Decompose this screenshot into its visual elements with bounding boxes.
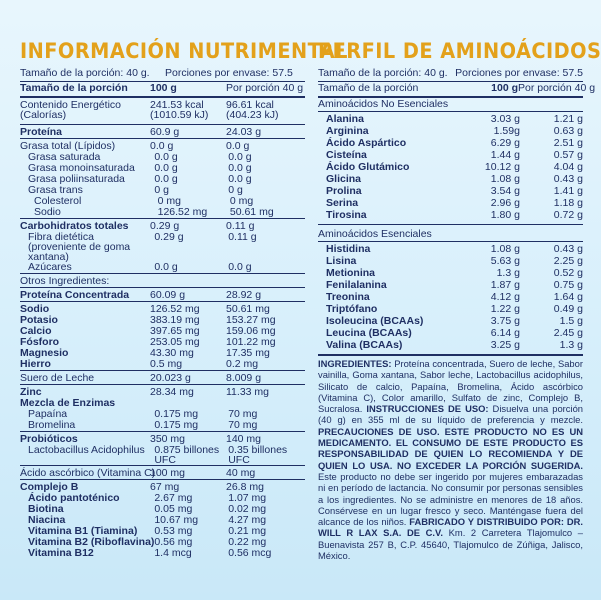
value-portion: 8.009 g	[226, 372, 262, 384]
amino-row	[318, 210, 583, 222]
amino-title: PERFIL DE AMINOÁCIDOS	[318, 39, 601, 63]
non-essential-list	[318, 112, 583, 225]
nutrition-row	[20, 290, 305, 302]
nutrient-label: Biotina	[28, 503, 64, 515]
value-100g: 28.34 mg	[150, 386, 194, 398]
value-portion: 153.27 mg	[226, 314, 276, 326]
amino-value-portion: 0.52 g	[553, 267, 583, 279]
nutrient-label: Contenido Energético (Calorías)	[20, 99, 121, 121]
value-100g: 0.875 billones UFC	[154, 444, 220, 466]
ingredients-label: INGREDIENTES:	[318, 358, 392, 369]
value-portion: 17.35 mg	[226, 347, 270, 359]
value-100g: 0.0 g	[150, 140, 174, 152]
value-portion: 50.61 mg	[226, 303, 270, 315]
amino-name: Fenilalanina	[326, 279, 387, 291]
value-portion: 28.92 g	[226, 289, 262, 301]
value-100g: 383.19 mg	[150, 314, 200, 326]
nutrient-label: Papaína	[28, 408, 68, 420]
nutrition-serving-row	[20, 68, 305, 82]
value-100g: 2.67 mg	[154, 492, 193, 504]
value-portion: 0.0 g	[228, 162, 252, 174]
value-100g: 100 mg	[150, 467, 186, 479]
servings-per-container: Porciones por envase: 57.5	[165, 67, 293, 79]
value-portion: 0.11 g	[226, 220, 255, 232]
amino-value-100g: 2.96 g	[490, 197, 520, 209]
amino-name: Prolina	[326, 185, 362, 197]
amino-name: Serina	[326, 197, 359, 209]
nutrient-label: Colesterol	[34, 195, 82, 207]
amino-value-portion: 1.18 g	[553, 197, 583, 209]
amino-name: Leucina (BCAAs)	[326, 327, 412, 339]
amino-value-100g: 1.22 g	[490, 303, 520, 315]
amino-value-100g: 4.12 g	[490, 291, 520, 303]
nutrition-row	[20, 420, 305, 432]
ingredients-text: Proteína concentrada, Suero de leche, Sabor vainilla, Goma xantana, Sabor leche, Lactobacillus acidophilus, Silicato de calcio, Papaína, Bromelina, Ácido ascórbico (Vitamina C), Color amarillo, Sulfato de zinc, Complejo B, Sucralosa.	[318, 358, 583, 415]
amino-value-portion: 0.43 g	[553, 173, 583, 185]
nutrient-label: Vitamina B2 (Riboflavina)	[28, 536, 155, 548]
amino-value-portion: 0.72 g	[553, 209, 583, 221]
value-portion: 159.06 mg	[226, 325, 276, 337]
amino-name: Arginina	[326, 125, 369, 137]
amino-name: Triptófano	[326, 303, 378, 315]
value-100g: 0.0 g	[154, 173, 178, 185]
amino-value-100g: 1.87 g	[490, 279, 520, 291]
value-portion: 0 mg	[229, 195, 254, 207]
value-portion: 26.8 mg	[226, 481, 264, 493]
amino-name: Histidina	[326, 243, 371, 255]
amino-row	[318, 340, 583, 352]
nutrient-label: Grasa total (Lípidos)	[20, 140, 116, 152]
amino-serving-row	[318, 68, 583, 82]
amino-name: Treonina	[326, 291, 370, 303]
amino-value-portion: 1.41 g	[553, 185, 583, 197]
value-portion: 70 mg	[228, 419, 258, 431]
value-portion: 101.22 mg	[226, 336, 276, 348]
essential-list	[318, 242, 583, 356]
value-portion: 96.61 kcal (404.23 kJ)	[226, 99, 279, 121]
nutrition-header-row	[20, 82, 305, 98]
value-100g: 60.09 g	[150, 289, 186, 301]
value-portion: 50.61 mg	[229, 206, 274, 218]
amino-name: Lisina	[326, 255, 357, 267]
value-100g: 0 g	[154, 184, 169, 196]
nutrient-label: Proteína Concentrada	[20, 289, 130, 301]
amino-value-portion: 0.43 g	[553, 243, 583, 255]
nutrient-label: Grasa monoinsaturada	[28, 162, 135, 174]
value-100g: 0.0 g	[154, 261, 178, 273]
amino-value-100g: 3.75 g	[490, 315, 520, 327]
nutrient-label: Sodio	[34, 206, 61, 218]
value-portion: 0.0 g	[226, 140, 250, 152]
value-portion: 0.0 g	[228, 261, 252, 273]
nutrient-label: Proteína	[20, 126, 63, 138]
amino-value-portion: 1.21 g	[553, 113, 583, 125]
amino-value-100g: 1.80 g	[490, 209, 520, 221]
manufacturer-address: Km. 2 Carretera Tlajomulco – Buenavista 257 B, C.P. 45640, Tlajomulco de Zúñiga, Jalisco, México.	[318, 527, 583, 562]
nutrient-label: Potasio	[20, 314, 58, 326]
amino-value-portion: 2.25 g	[553, 255, 583, 267]
value-100g: 126.52 mg	[150, 303, 200, 315]
amino-value-portion: 1.3 g	[559, 339, 583, 351]
value-100g: 0.175 mg	[154, 408, 199, 420]
value-portion: 140 mg	[226, 433, 262, 445]
amino-name: Ácido Glutámico	[326, 161, 410, 173]
nutrition-row	[20, 127, 305, 139]
nutrient-label: Lactobacillus Acidophilus	[28, 444, 145, 456]
value-100g: 0.175 mg	[154, 419, 199, 431]
amino-value-100g: 6.29 g	[490, 137, 520, 149]
value-100g: 397.65 mg	[150, 325, 200, 337]
nutrient-label: Bromelina	[28, 419, 76, 431]
value-100g: 0.05 mg	[154, 503, 193, 515]
amino-value-portion: 0.49 g	[553, 303, 583, 315]
amino-name: Tirosina	[326, 209, 367, 221]
essential-title: Aminoácidos Esenciales	[318, 228, 583, 242]
nutrient-label: Fibra dietética (proveniente de goma xantana)	[28, 231, 131, 263]
nutrition-row	[20, 207, 305, 219]
nutrient-label: Ácido ascórbico (Vitamina C)	[20, 467, 156, 479]
value-100g: 241.53 kcal (1010.59 kJ)	[150, 99, 209, 121]
value-100g: 0.29 g	[150, 220, 180, 232]
nutrition-row	[20, 232, 305, 262]
value-100g: 350 mg	[150, 433, 186, 445]
amino-value-100g: 5.63 g	[490, 255, 520, 267]
value-portion: 0.0 g	[228, 173, 252, 185]
instructions-label: INSTRUCCIONES DE USO:	[366, 403, 489, 415]
amino-header-label: Tamaño de la porción	[318, 82, 419, 94]
amino-servings-per-container: Porciones por envase: 57.5	[455, 67, 583, 79]
value-portion: 40 mg	[226, 467, 256, 479]
nutrient-label: Zinc	[20, 386, 42, 398]
amino-serving-size: Tamaño de la porción: 40 g.	[318, 67, 448, 79]
amino-panel	[318, 0, 601, 562]
amino-value-portion: 0.75 g	[553, 279, 583, 291]
value-100g: 126.52 mg	[157, 206, 208, 218]
serving-size: Tamaño de la porción: 40 g.	[20, 67, 150, 79]
value-100g: 67 mg	[150, 481, 180, 493]
nutrient-label: Vitamina B12	[28, 547, 94, 559]
amino-value-portion: 1.5 g	[559, 315, 583, 327]
value-portion: 24.03 g	[226, 126, 262, 138]
nutrient-label: Niacina	[28, 514, 66, 526]
ingredients-paragraph	[318, 358, 583, 561]
nutrient-label: Sodio	[20, 303, 50, 315]
amino-header-portion: Por porción 40 g	[518, 82, 596, 94]
value-portion: 0.56 mcg	[228, 547, 272, 559]
value-portion: 4.27 mg	[228, 514, 267, 526]
nutrient-label: Grasa trans	[28, 184, 83, 196]
value-100g: 60.9 g	[150, 126, 180, 138]
amino-name: Glicina	[326, 173, 362, 185]
value-100g: 0.0 g	[154, 151, 178, 163]
nutrition-row	[20, 276, 305, 288]
nutrition-row	[20, 468, 305, 480]
nutrient-label: Azúcares	[28, 261, 72, 273]
value-portion: 0.2 mg	[226, 358, 259, 370]
nutrient-label: Magnesio	[20, 347, 69, 359]
amino-value-100g: 1.44 g	[490, 149, 520, 161]
value-portion: 0.11 g	[228, 231, 257, 243]
nutrient-label: Calcio	[20, 325, 52, 337]
nutrient-label: Grasa poliinsaturada	[28, 173, 125, 185]
instructions-text: Disuelva una porción (40 g) en 355 ml de su líquido de preferencia y mezcle.	[318, 403, 583, 426]
value-portion: 0.0 g	[228, 151, 252, 163]
value-portion: 0.21 mg	[228, 525, 267, 537]
value-100g: 1.4 mcg	[154, 547, 192, 559]
amino-value-100g: 1.08 g	[490, 173, 520, 185]
amino-header-row	[318, 82, 596, 98]
amino-name: Isoleucina (BCAAs)	[326, 315, 424, 327]
nutrient-label: Ácido pantoténico	[28, 492, 120, 504]
amino-value-100g: 10.12 g	[484, 161, 520, 173]
nutrition-rows	[20, 100, 305, 559]
amino-value-100g: 6.14 g	[490, 327, 520, 339]
nutrition-row	[20, 262, 305, 274]
nutrient-label: Vitamina B1 (Tiamina)	[28, 525, 138, 537]
amino-value-portion: 2.51 g	[553, 137, 583, 149]
nutrient-label: Grasa saturada	[28, 151, 101, 163]
nutrient-label: Fósforo	[20, 336, 60, 348]
amino-value-100g: 3.54 g	[490, 185, 520, 197]
header-100g: 100 g	[150, 82, 177, 94]
amino-name: Metionina	[326, 267, 375, 279]
non-essential-title: Aminoácidos No Esenciales	[318, 98, 583, 112]
amino-value-100g: 1.08 g	[490, 243, 520, 255]
manufacturer-label: FABRICADO Y DISTRIBUIDO POR: DR. WILL R LAX S.A. DE C.V.	[318, 516, 583, 539]
amino-name: Ácido Aspártico	[326, 137, 407, 149]
amino-value-100g: 3.25 g	[490, 339, 520, 351]
header-portion: Por porción 40 g	[226, 82, 304, 94]
amino-header-100g: 100 g	[491, 82, 518, 94]
nutrient-label: Hierro	[20, 358, 51, 370]
nutrient-label: Carbohidratos totales	[20, 220, 129, 232]
value-portion: 11.33 mg	[226, 386, 269, 398]
nutrient-label: Suero de Leche	[20, 372, 95, 384]
nutrition-row	[20, 548, 305, 559]
value-100g: 43.30 mg	[150, 347, 194, 359]
nutrition-title: INFORMACIÓN NUTRIMENTAL	[20, 39, 348, 63]
amino-name: Cisteína	[326, 149, 367, 161]
value-100g: 253.05 mg	[150, 336, 200, 348]
nutrition-row	[20, 100, 305, 125]
amino-name: Valina (BCAAs)	[326, 339, 403, 351]
value-portion: 0.35 billones UFC	[228, 444, 288, 466]
value-100g: 10.67 mg	[154, 514, 199, 526]
value-portion: 0.02 mg	[228, 503, 267, 515]
nutrient-label: Complejo B	[20, 481, 79, 493]
warning-text: Este producto no debe ser ingerido por mujeres embarazadas ni en período de lactancia. No consumir por personas sensibles a los ingredientes. No se administre en menores de 18 años. Consérvese en un lugar fresco y seco. Manténgase fuera del alcance de los niños.	[318, 470, 583, 528]
value-100g: 0.53 mg	[154, 525, 193, 537]
value-portion: 1.07 mg	[228, 492, 267, 504]
value-100g: 0.56 mg	[154, 536, 193, 548]
amino-value-portion: 2.45 g	[553, 327, 583, 339]
nutrient-label: Mezcla de Enzimas	[20, 397, 116, 409]
precautions-text: PRECAUCIONES DE USO. ESTE PRODUCTO NO ES UN MEDICAMENTO. EL CONSUMO DE ESTE PRODUCTO ES RESPONSABILIDAD DE QUIEN LO RECOMIENDA Y DE QUIEN LO USA. NO EXCEDER LA PORCIÓN SUGERIDA.	[318, 425, 583, 471]
value-100g: 0.29 g	[154, 231, 184, 243]
value-portion: 70 mg	[228, 408, 258, 420]
value-100g: 20.023 g	[150, 372, 191, 384]
nutrition-row	[20, 359, 305, 371]
amino-value-portion: 1.64 g	[553, 291, 583, 303]
amino-row	[318, 244, 583, 256]
header-label: Tamaño de la porción	[20, 82, 128, 94]
nutrient-label: Probióticos	[20, 433, 78, 445]
value-100g: 0 mg	[157, 195, 181, 207]
value-portion: 0.22 mg	[228, 536, 267, 548]
amino-value-100g: 1.59g	[493, 125, 520, 137]
amino-value-portion: 4.04 g	[553, 161, 583, 173]
amino-value-100g: 1.3 g	[496, 267, 520, 279]
nutrition-row	[20, 445, 305, 466]
nutrient-label: Otros Ingredientes:	[20, 275, 110, 287]
value-portion: 0 g	[228, 184, 243, 196]
value-100g: 0.5 mg	[150, 358, 183, 370]
amino-value-100g: 3.03 g	[490, 113, 520, 125]
amino-name: Alanina	[326, 113, 364, 125]
value-100g: 0.0 g	[154, 162, 178, 174]
amino-value-portion: 0.63 g	[553, 125, 583, 137]
nutrition-row	[20, 373, 305, 385]
amino-value-portion: 0.57 g	[553, 149, 583, 161]
